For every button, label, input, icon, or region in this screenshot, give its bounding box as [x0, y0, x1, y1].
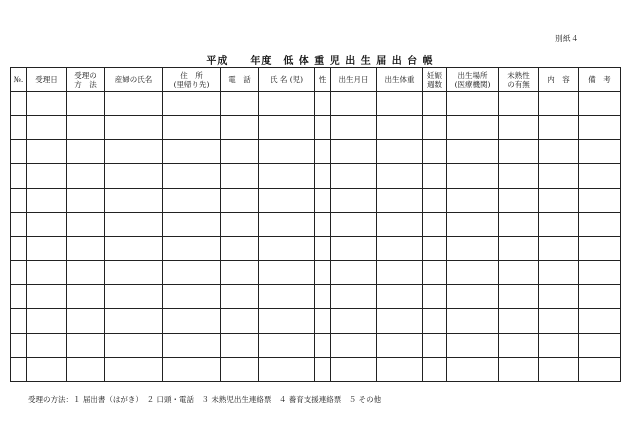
cell-received-date[interactable]	[27, 261, 67, 285]
col-header-address: 住 所 (里帰り先)	[163, 68, 221, 92]
cell-birth-place[interactable]	[447, 236, 499, 260]
cell-phone[interactable]	[221, 92, 259, 116]
cell-address[interactable]	[163, 116, 221, 140]
cell-birth-weight[interactable]	[377, 357, 423, 381]
cell-gestation-weeks[interactable]	[423, 333, 447, 357]
cell-received-method[interactable]	[67, 188, 105, 212]
cell-birth-date[interactable]	[331, 333, 377, 357]
cell-gestation-weeks[interactable]	[423, 357, 447, 381]
cell-contents[interactable]	[539, 357, 579, 381]
cell-birth-place[interactable]	[447, 309, 499, 333]
col-header-phone: 電 話	[221, 68, 259, 92]
cell-address[interactable]	[163, 92, 221, 116]
table-row	[11, 261, 621, 285]
cell-mother-name[interactable]	[105, 261, 163, 285]
col-header-sex: 性	[315, 68, 331, 92]
cell-phone[interactable]	[221, 140, 259, 164]
cell-birth-place[interactable]	[447, 333, 499, 357]
table-row	[11, 212, 621, 236]
cell-address[interactable]	[163, 357, 221, 381]
cell-sex[interactable]	[315, 92, 331, 116]
cell-sex[interactable]	[315, 261, 331, 285]
cell-remarks[interactable]	[579, 212, 621, 236]
cell-mother-name[interactable]	[105, 285, 163, 309]
cell-mother-name[interactable]	[105, 116, 163, 140]
cell-received-date[interactable]	[27, 236, 67, 260]
table-row	[11, 357, 621, 381]
cell-birth-place[interactable]	[447, 285, 499, 309]
cell-received-date[interactable]	[27, 92, 67, 116]
cell-received-method[interactable]	[67, 236, 105, 260]
cell-address[interactable]	[163, 285, 221, 309]
table-row	[11, 116, 621, 140]
cell-birth-place[interactable]	[447, 164, 499, 188]
cell-sex[interactable]	[315, 236, 331, 260]
col-header-birth-weight: 出生体重	[377, 68, 423, 92]
cell-birth-place[interactable]	[447, 261, 499, 285]
table-row	[11, 164, 621, 188]
cell-received-date[interactable]	[27, 212, 67, 236]
cell-premature[interactable]	[499, 357, 539, 381]
cell-remarks[interactable]	[579, 140, 621, 164]
cell-no[interactable]	[11, 333, 27, 357]
cell-gestation-weeks[interactable]	[423, 261, 447, 285]
cell-child-name[interactable]	[259, 357, 315, 381]
annex-label: 別紙４	[555, 34, 579, 43]
cell-child-name[interactable]	[259, 92, 315, 116]
cell-received-method[interactable]	[67, 261, 105, 285]
cell-child-name[interactable]	[259, 333, 315, 357]
cell-contents[interactable]	[539, 261, 579, 285]
cell-contents[interactable]	[539, 188, 579, 212]
cell-premature[interactable]	[499, 236, 539, 260]
cell-sex[interactable]	[315, 333, 331, 357]
cell-received-method[interactable]	[67, 212, 105, 236]
cell-birth-date[interactable]	[331, 188, 377, 212]
cell-remarks[interactable]	[579, 92, 621, 116]
cell-birth-weight[interactable]	[377, 140, 423, 164]
cell-birth-date[interactable]	[331, 309, 377, 333]
cell-child-name[interactable]	[259, 188, 315, 212]
birth-registry-ledger	[10, 67, 621, 382]
cell-birth-date[interactable]	[331, 261, 377, 285]
cell-sex[interactable]	[315, 116, 331, 140]
cell-contents[interactable]	[539, 236, 579, 260]
cell-premature[interactable]	[499, 285, 539, 309]
cell-remarks[interactable]	[579, 309, 621, 333]
cell-address[interactable]	[163, 261, 221, 285]
col-header-remarks: 備 考	[579, 68, 621, 92]
table-row	[11, 333, 621, 357]
cell-contents[interactable]	[539, 140, 579, 164]
cell-gestation-weeks[interactable]	[423, 92, 447, 116]
cell-no[interactable]	[11, 357, 27, 381]
cell-remarks[interactable]	[579, 333, 621, 357]
cell-no[interactable]	[11, 212, 27, 236]
cell-birth-weight[interactable]	[377, 116, 423, 140]
cell-child-name[interactable]	[259, 140, 315, 164]
cell-child-name[interactable]	[259, 236, 315, 260]
col-header-birth-date: 出生月日	[331, 68, 377, 92]
cell-address[interactable]	[163, 188, 221, 212]
cell-remarks[interactable]	[579, 188, 621, 212]
cell-mother-name[interactable]	[105, 236, 163, 260]
cell-received-method[interactable]	[67, 333, 105, 357]
cell-address[interactable]	[163, 309, 221, 333]
cell-received-method[interactable]	[67, 357, 105, 381]
cell-no[interactable]	[11, 285, 27, 309]
table-row	[11, 236, 621, 260]
cell-remarks[interactable]	[579, 285, 621, 309]
table-row	[11, 140, 621, 164]
cell-sex[interactable]	[315, 140, 331, 164]
table-row	[11, 309, 621, 333]
col-header-received-method: 受理の 方 法	[67, 68, 105, 92]
col-header-premature: 未熟性 の有無	[499, 68, 539, 92]
cell-phone[interactable]	[221, 285, 259, 309]
cell-no[interactable]	[11, 261, 27, 285]
cell-address[interactable]	[163, 236, 221, 260]
cell-child-name[interactable]	[259, 261, 315, 285]
cell-received-date[interactable]	[27, 188, 67, 212]
cell-sex[interactable]	[315, 309, 331, 333]
cell-birth-weight[interactable]	[377, 236, 423, 260]
cell-gestation-weeks[interactable]	[423, 164, 447, 188]
cell-premature[interactable]	[499, 140, 539, 164]
cell-premature[interactable]	[499, 333, 539, 357]
cell-phone[interactable]	[221, 309, 259, 333]
cell-birth-date[interactable]	[331, 164, 377, 188]
receipt-method-footnote: 受理の方法：１ 届出書（はがき） ２ 口頭・電話 ３ 未熟児出生連絡票 ４ 養育支援連絡票 ５ その他	[28, 395, 382, 404]
cell-premature[interactable]	[499, 309, 539, 333]
cell-received-date[interactable]	[27, 309, 67, 333]
cell-premature[interactable]	[499, 92, 539, 116]
cell-received-date[interactable]	[27, 140, 67, 164]
ledger-title: 平成 年度 低 体 重 児 出 生 届 出 台 帳	[206, 56, 434, 67]
cell-premature[interactable]	[499, 116, 539, 140]
cell-remarks[interactable]	[579, 164, 621, 188]
cell-contents[interactable]	[539, 285, 579, 309]
cell-phone[interactable]	[221, 116, 259, 140]
cell-birth-date[interactable]	[331, 92, 377, 116]
cell-phone[interactable]	[221, 212, 259, 236]
cell-premature[interactable]	[499, 188, 539, 212]
cell-birth-place[interactable]	[447, 357, 499, 381]
col-header-child-name: 氏 名 (児)	[259, 68, 315, 92]
cell-received-date[interactable]	[27, 357, 67, 381]
cell-gestation-weeks[interactable]	[423, 309, 447, 333]
cell-mother-name[interactable]	[105, 188, 163, 212]
cell-sex[interactable]	[315, 164, 331, 188]
cell-birth-date[interactable]	[331, 236, 377, 260]
cell-mother-name[interactable]	[105, 357, 163, 381]
cell-received-method[interactable]	[67, 309, 105, 333]
cell-contents[interactable]	[539, 116, 579, 140]
cell-birth-place[interactable]	[447, 212, 499, 236]
col-header-received-date: 受理日	[27, 68, 67, 92]
cell-sex[interactable]	[315, 212, 331, 236]
cell-birth-place[interactable]	[447, 140, 499, 164]
cell-gestation-weeks[interactable]	[423, 285, 447, 309]
cell-received-method[interactable]	[67, 116, 105, 140]
cell-received-method[interactable]	[67, 92, 105, 116]
table-row	[11, 92, 621, 116]
cell-contents[interactable]	[539, 212, 579, 236]
cell-mother-name[interactable]	[105, 309, 163, 333]
cell-child-name[interactable]	[259, 285, 315, 309]
cell-birth-date[interactable]	[331, 357, 377, 381]
cell-no[interactable]	[11, 140, 27, 164]
cell-child-name[interactable]	[259, 116, 315, 140]
cell-mother-name[interactable]	[105, 92, 163, 116]
cell-child-name[interactable]	[259, 309, 315, 333]
cell-birth-weight[interactable]	[377, 92, 423, 116]
cell-no[interactable]	[11, 92, 27, 116]
cell-sex[interactable]	[315, 357, 331, 381]
cell-received-method[interactable]	[67, 285, 105, 309]
cell-no[interactable]	[11, 188, 27, 212]
cell-phone[interactable]	[221, 333, 259, 357]
table-row	[11, 188, 621, 212]
cell-gestation-weeks[interactable]	[423, 116, 447, 140]
cell-birth-weight[interactable]	[377, 261, 423, 285]
col-header-birth-place: 出生場所 (医療機関)	[447, 68, 499, 92]
cell-address[interactable]	[163, 164, 221, 188]
cell-address[interactable]	[163, 333, 221, 357]
cell-gestation-weeks[interactable]	[423, 140, 447, 164]
cell-contents[interactable]	[539, 333, 579, 357]
cell-no[interactable]	[11, 116, 27, 140]
cell-birth-weight[interactable]	[377, 309, 423, 333]
header-row	[11, 68, 621, 92]
cell-birth-weight[interactable]	[377, 285, 423, 309]
cell-birth-date[interactable]	[331, 285, 377, 309]
cell-received-method[interactable]	[67, 140, 105, 164]
cell-remarks[interactable]	[579, 357, 621, 381]
cell-gestation-weeks[interactable]	[423, 236, 447, 260]
cell-mother-name[interactable]	[105, 333, 163, 357]
col-header-no: №.	[11, 68, 27, 92]
cell-birth-place[interactable]	[447, 116, 499, 140]
cell-child-name[interactable]	[259, 164, 315, 188]
cell-received-date[interactable]	[27, 285, 67, 309]
cell-birth-weight[interactable]	[377, 333, 423, 357]
cell-birth-date[interactable]	[331, 212, 377, 236]
cell-gestation-weeks[interactable]	[423, 188, 447, 212]
cell-phone[interactable]	[221, 236, 259, 260]
table-row	[11, 285, 621, 309]
cell-birth-weight[interactable]	[377, 212, 423, 236]
cell-premature[interactable]	[499, 212, 539, 236]
col-header-gestation-weeks: 妊娠 週数	[423, 68, 447, 92]
ledger-body	[11, 92, 621, 382]
cell-birth-date[interactable]	[331, 140, 377, 164]
cell-no[interactable]	[11, 309, 27, 333]
cell-birth-date[interactable]	[331, 116, 377, 140]
cell-child-name[interactable]	[259, 212, 315, 236]
cell-contents[interactable]	[539, 92, 579, 116]
cell-contents[interactable]	[539, 164, 579, 188]
cell-mother-name[interactable]	[105, 212, 163, 236]
cell-premature[interactable]	[499, 261, 539, 285]
cell-mother-name[interactable]	[105, 164, 163, 188]
cell-birth-weight[interactable]	[377, 188, 423, 212]
col-header-contents: 内 容	[539, 68, 579, 92]
cell-remarks[interactable]	[579, 261, 621, 285]
cell-phone[interactable]	[221, 357, 259, 381]
col-header-mother-name: 産婦の氏名	[105, 68, 163, 92]
cell-received-method[interactable]	[67, 164, 105, 188]
cell-no[interactable]	[11, 164, 27, 188]
cell-phone[interactable]	[221, 188, 259, 212]
cell-birth-place[interactable]	[447, 188, 499, 212]
cell-contents[interactable]	[539, 309, 579, 333]
cell-received-date[interactable]	[27, 333, 67, 357]
cell-birth-place[interactable]	[447, 92, 499, 116]
cell-sex[interactable]	[315, 188, 331, 212]
cell-sex[interactable]	[315, 285, 331, 309]
cell-premature[interactable]	[499, 164, 539, 188]
cell-remarks[interactable]	[579, 116, 621, 140]
cell-phone[interactable]	[221, 261, 259, 285]
cell-address[interactable]	[163, 140, 221, 164]
cell-mother-name[interactable]	[105, 140, 163, 164]
cell-gestation-weeks[interactable]	[423, 212, 447, 236]
cell-received-date[interactable]	[27, 164, 67, 188]
cell-birth-weight[interactable]	[377, 164, 423, 188]
cell-phone[interactable]	[221, 164, 259, 188]
cell-received-date[interactable]	[27, 116, 67, 140]
cell-no[interactable]	[11, 236, 27, 260]
cell-remarks[interactable]	[579, 236, 621, 260]
cell-address[interactable]	[163, 212, 221, 236]
